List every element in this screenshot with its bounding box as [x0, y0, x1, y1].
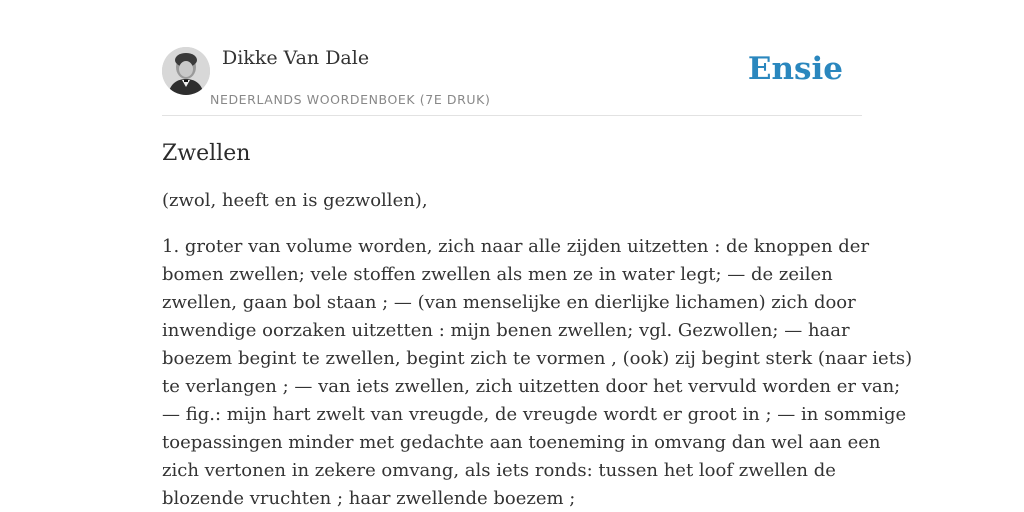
definition-line: blozende vruchten ; haar zwellende boezem ;: [162, 488, 576, 509]
source-name[interactable]: NEDERLANDS WOORDENBOEK (7E DRUK): [210, 92, 491, 107]
definition-line: inwendige oorzaken uitzetten : mijn benen zwellen; vgl. Gezwollen; — haar: [162, 320, 850, 341]
entry-content: [162, 136, 913, 512]
definition-line: zwellen, gaan bol staan ; — (van menselijke en dierlijke lichamen) zich door: [162, 292, 856, 313]
entry-title: Zwellen: [162, 141, 251, 166]
definition-line: boezem begint te zwellen, begint zich te vormen , (ook) zij begint sterk (naar iets): [162, 348, 913, 369]
definition-line: bomen zwellen; vele stoffen zwellen als men ze in water legt; — de zeilen: [162, 264, 833, 285]
definition-line: — fig.: mijn hart zwelt van vreugde, de vreugde wordt er groot in ; — in sommige: [162, 404, 907, 425]
entry-definition: [162, 233, 913, 512]
definition-line: toepassingen minder met gedachte aan toeneming in omvang dan wel aan een: [162, 432, 881, 453]
header: [162, 0, 862, 116]
author-name[interactable]: Dikke Van Dale: [222, 47, 370, 69]
author-avatar[interactable]: [162, 47, 210, 95]
entry-grammar: (zwol, heeft en is gezwollen),: [162, 190, 428, 211]
definition-line: 1. groter van volume worden, zich naar alle zijden uitzetten : de knoppen der: [162, 236, 870, 257]
site-logo[interactable]: Ensie: [747, 51, 843, 87]
portrait-icon: [162, 47, 210, 95]
definition-line: zich vertonen in zekere omvang, als iets ronds: tussen het loof zwellen de: [162, 460, 836, 481]
definition-line: te verlangen ; — van iets zwellen, zich uitzetten door het vervuld worden er van;: [162, 376, 901, 397]
